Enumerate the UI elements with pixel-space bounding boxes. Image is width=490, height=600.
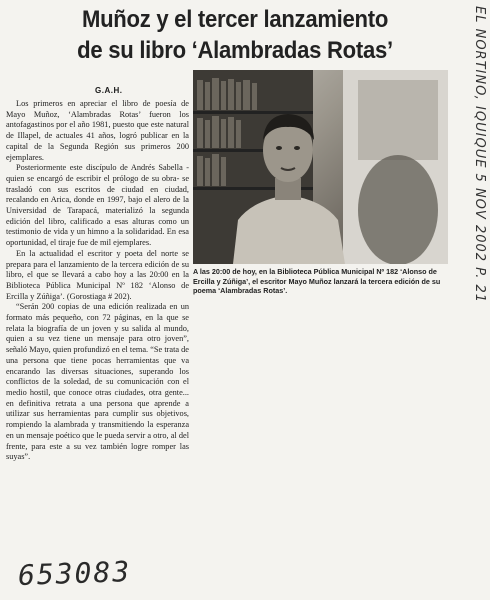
headline <box>37 4 433 66</box>
article-paragraph: En la actualidad el escritor y poeta del norte se prepara para el lanzamiento de la tercera edición de su libro, el que se llevará a cabo hoy a las 20:00 en la Biblioteca Pública Municipal Nº 182 ‘Alonso de Ercilla y Zúñiga’. (Gorostiaga # 202). <box>6 248 189 301</box>
handwritten-catalog-number: 653083 <box>17 555 132 592</box>
photo-caption: A las 20:00 de hoy, en la Biblioteca Pública Municipal Nº 182 ‘Alonso de Ercilla y Zúñiga’, el escritor Mayo Muñoz lanzará la tercera edición de su poema ‘Alambradas Rotas’. <box>193 267 441 295</box>
article-body <box>6 99 189 463</box>
article-paragraph: Posteriormente este discípulo de Andrés Sabella -quien se encargó de escribir el prólogo de su obra- se trasladó con sus escritos de ciudad en ciudad, recalando en Arica, donde en 1997, bajo el alero de la Universidad de Tarapacá, materializó la segunda edición del libro, calificado a esas alturas como un testimonio de vida y un himno a la solidaridad. En esa oportunidad, el tiraje fue de mil ejemplares. <box>6 163 189 248</box>
byline: G.A.H. <box>95 86 123 95</box>
article-photo <box>193 70 448 264</box>
headline-line-2: de su libro ‘Alambradas Rotas’ <box>77 37 393 64</box>
article-paragraph: “Serán 200 copias de una edición realizada en un formato más pequeño, con 72 páginas, en la que se relata la biografía de un joven y su salida al mundo, quien a su vez tiene un mensaje para otro joven”, señaló Mayo, quien profundizó en el tema. “Se trata de una persona que tiene pocas herramientas que va encarando las diversas situaciones, superando los conflictos de la soledad, de su comunicación con el medio hostil, que conoce otras ciudades, otra gente... en definitiva retrata a una persona que aprende a utilizar sus herramientas para cumplir sus objetivos, rompiendo la alambrada y transmitiendo la esperanza en un mensaje poético que le pueda servir a otro, al del frente, para este a su vez también logre romper las suyas”. <box>6 302 189 462</box>
headline-line-1: Muñoz y el tercer lanzamiento <box>81 6 389 33</box>
handwritten-source-note: EL NORTINO, IQUIQUE 5 NOV 2002 P. 21 <box>472 6 487 304</box>
portrait-photo-illustration <box>193 70 448 264</box>
article-paragraph: Los primeros en apreciar el libro de poesía de Mayo Muñoz, ‘Alambradas Rotas’ fueron los antofagastinos por el año 1981, puesto que este natural de Illapel, de actuales 41 años, logró publicar en la capital de la Segunda Región sus primeros 200 ejemplares. <box>6 99 189 162</box>
